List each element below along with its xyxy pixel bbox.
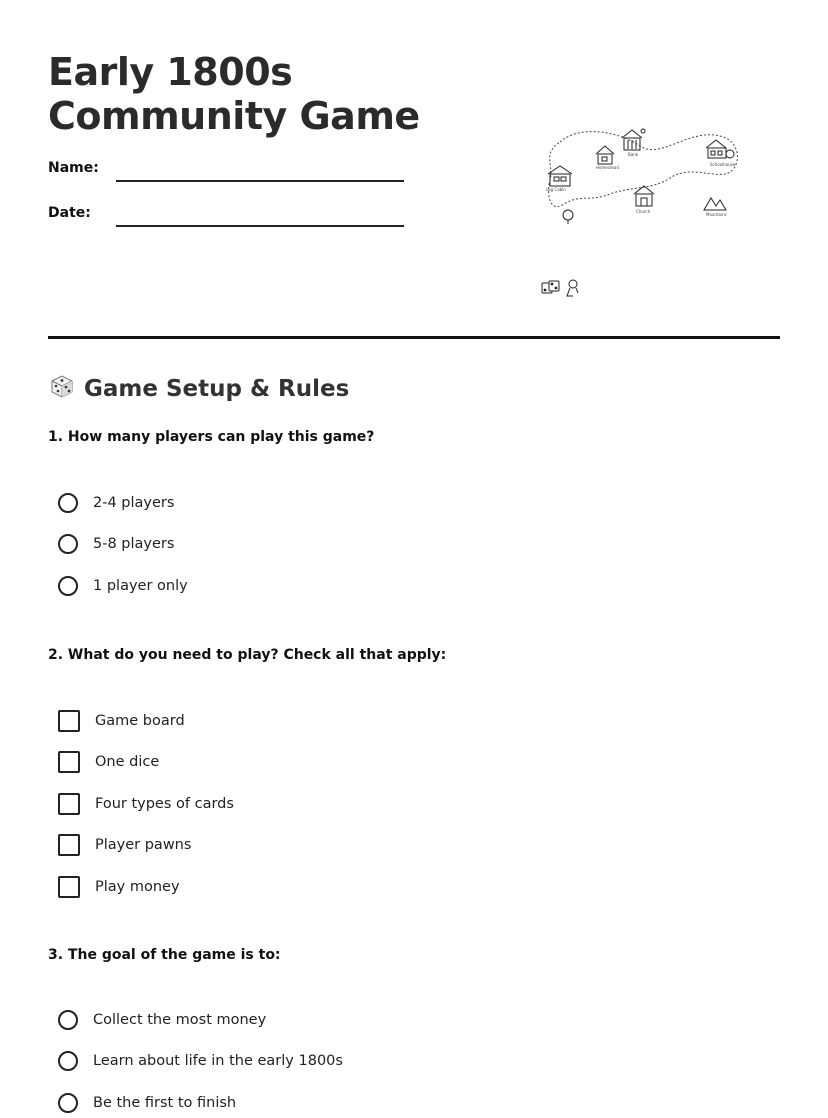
checkbox[interactable] [58, 710, 80, 732]
question-3: 3. The goal of the game is to: [48, 947, 281, 963]
question-1: 1. How many players can play this game? [48, 429, 375, 445]
radio-button[interactable] [58, 1093, 78, 1113]
map-label: Bank [628, 152, 639, 157]
option-collect-most-money[interactable] [58, 1008, 266, 1032]
option-label: Be the first to finish [93, 1095, 237, 1111]
option-game-board[interactable] [58, 709, 185, 733]
option-1-player-only[interactable] [58, 574, 188, 598]
option-four-types-of-cards[interactable] [58, 792, 234, 816]
log-cabin-icon [548, 166, 572, 186]
section-title [48, 372, 349, 406]
section-title-text: Game Setup & Rules [84, 376, 350, 402]
church-icon [634, 186, 654, 206]
die-icon [48, 372, 76, 406]
map-label: Schoolhouse [710, 162, 736, 167]
mountains-icon [704, 198, 726, 210]
bank-icon [622, 129, 645, 150]
question-2: 2. What do you need to play? Check all that apply: [48, 647, 447, 663]
checkbox[interactable] [58, 876, 80, 898]
section-divider [48, 336, 780, 339]
schoolhouse-icon [706, 140, 734, 158]
date-label: Date: [48, 205, 91, 221]
option-label: One dice [95, 754, 160, 770]
tree-icon [563, 210, 573, 224]
option-learn-about-life[interactable] [58, 1049, 343, 1073]
option-one-dice[interactable] [58, 750, 159, 774]
house-icon [596, 146, 614, 164]
option-2-4-players[interactable] [58, 491, 174, 515]
option-label: Player pawns [95, 837, 192, 853]
option-label: Collect the most money [93, 1012, 267, 1028]
option-play-money[interactable] [58, 875, 180, 899]
option-label: Play money [95, 879, 180, 895]
radio-button[interactable] [58, 1051, 78, 1071]
option-player-pawns[interactable] [58, 833, 191, 857]
option-label: Four types of cards [95, 796, 234, 812]
checkbox[interactable] [58, 793, 80, 815]
radio-button[interactable] [58, 1010, 78, 1030]
option-label: Game board [95, 713, 185, 729]
page-title: Early 1800s Community Game [48, 50, 420, 138]
name-label: Name: [48, 160, 99, 176]
option-label: 1 player only [93, 578, 188, 594]
checkbox[interactable] [58, 834, 80, 856]
map-label: Log Cabin [546, 187, 566, 192]
radio-button[interactable] [58, 576, 78, 596]
game-pieces-illustration [540, 278, 588, 300]
checkbox[interactable] [58, 751, 80, 773]
pawn-icon [567, 280, 578, 296]
dice-icon [542, 281, 559, 293]
option-5-8-players[interactable] [58, 532, 174, 556]
option-label: 2-4 players [93, 495, 175, 511]
radio-button[interactable] [58, 534, 78, 554]
option-label: Learn about life in the early 1800s [93, 1053, 343, 1069]
option-be-first-to-finish[interactable] [58, 1091, 236, 1115]
map-label: Mountains [706, 212, 727, 217]
radio-button[interactable] [58, 493, 78, 513]
map-label: Homestead [596, 165, 619, 170]
map-label: Church [636, 209, 651, 214]
date-field[interactable] [116, 225, 404, 227]
name-field[interactable] [116, 180, 404, 182]
game-map-illustration [540, 118, 746, 238]
option-label: 5-8 players [93, 536, 175, 552]
